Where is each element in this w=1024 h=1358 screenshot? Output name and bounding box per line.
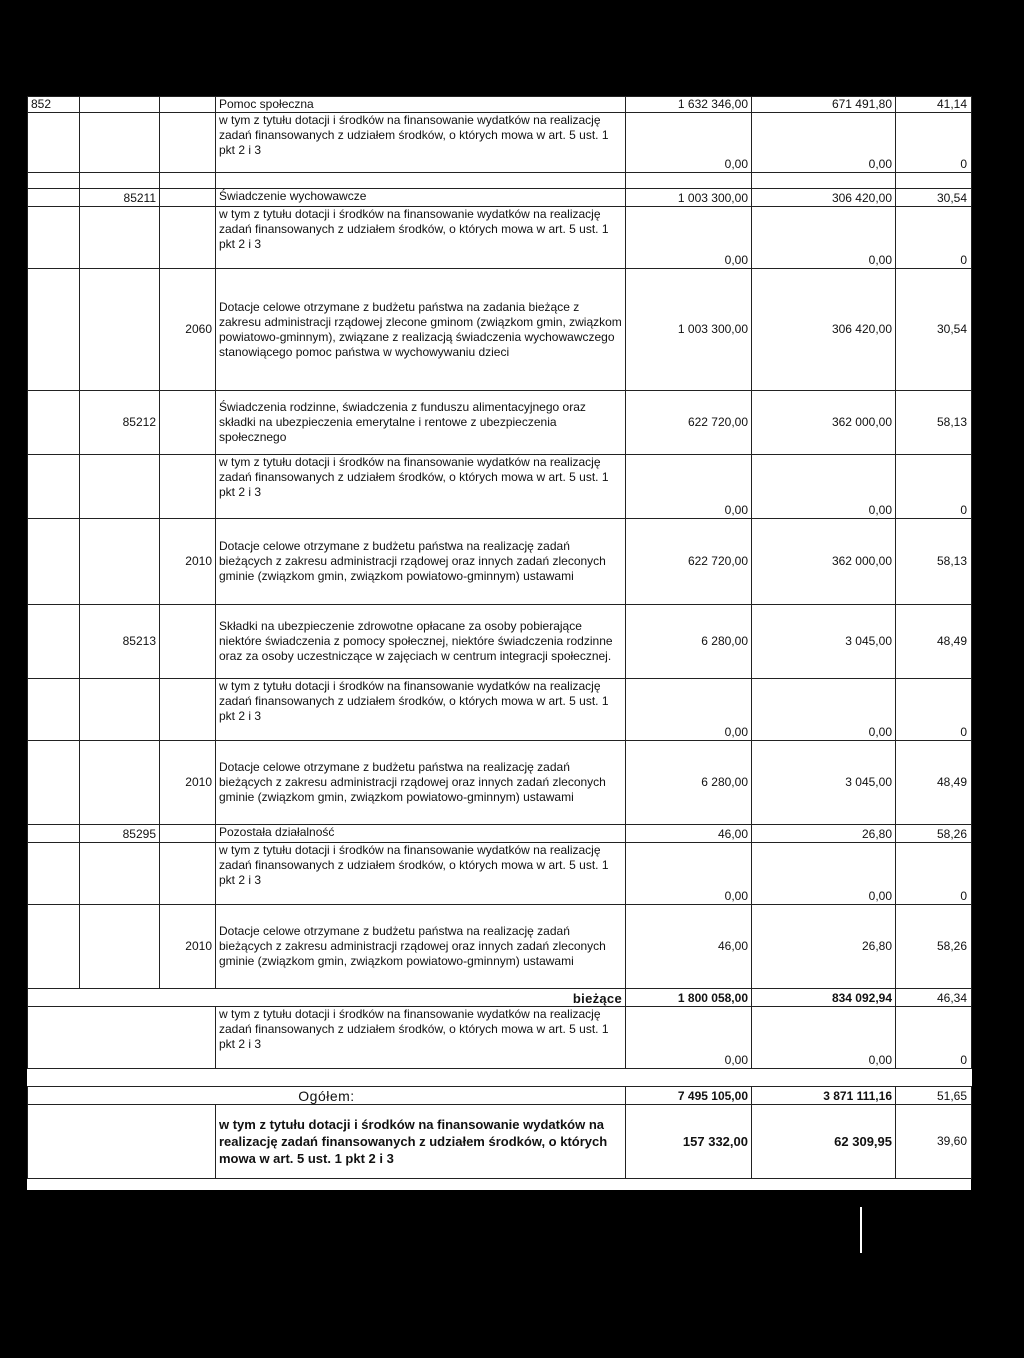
plan-cell: 1 632 346,00 [626,97,752,113]
table-row [28,207,972,269]
table-row [28,989,972,1007]
table-row [28,605,972,679]
percent-cell: 48,49 [896,741,972,825]
plan-cell: 1 003 300,00 [626,189,752,207]
paragraf-cell [160,97,216,113]
execution-cell: 0,00 [752,207,896,269]
execution-cell: 306 420,00 [752,189,896,207]
description-cell: Składki na ubezpieczenie zdrowotne opłacane za osoby pobierające niektóre świadczenia z pomocy społecznej, niektóre świadczenia rodzinne oraz za osoby uczestniczące w zajęciach w centrum integracji społecznej. [216,605,626,679]
table-row [28,189,972,207]
description-cell: Dotacje celowe otrzymane z budżetu państwa na realizację zadań bieżących z zakresu administracji rządowej oraz innych zadań zleconych gminie (związkom gmin, związkom powiatowo-gminnym) ustawami [216,905,626,989]
table-row [28,1105,972,1179]
execution-cell: 26,80 [752,825,896,843]
plan-cell: 0,00 [626,207,752,269]
percent-cell: 41,14 [896,97,972,113]
plan-cell: 0,00 [626,679,752,741]
paragraf-cell: 2010 [160,741,216,825]
description-cell: w tym z tytułu dotacji i środków na finansowanie wydatków na realizację zadań finansowanych z udziałem środków, o których mowa w art. 5 ust. 1 pkt 2 i 3 [216,1105,626,1179]
table-row [28,173,972,189]
percent-cell: 0 [896,679,972,741]
execution-cell: 0,00 [752,843,896,905]
rozdzial-cell: 85211 [80,189,160,207]
paragraf-cell: 2010 [160,519,216,605]
percent-cell: 58,13 [896,391,972,455]
execution-cell: 834 092,94 [752,989,896,1007]
plan-cell: 6 280,00 [626,605,752,679]
table-row [28,269,972,391]
table-row [28,741,972,825]
percent-cell: 30,54 [896,269,972,391]
paragraf-cell: 2010 [160,905,216,989]
execution-cell: 671 491,80 [752,97,896,113]
plan-cell: 0,00 [626,1007,752,1069]
execution-cell: 0,00 [752,455,896,519]
description-cell: w tym z tytułu dotacji i środków na finansowanie wydatków na realizację zadań finansowanych z udziałem środków, o których mowa w art. 5 ust. 1 pkt 2 i 3 [216,843,626,905]
percent-cell: 48,49 [896,605,972,679]
percent-cell: 0 [896,113,972,173]
plan-cell: 7 495 105,00 [626,1087,752,1105]
table-row [28,905,972,989]
execution-cell: 306 420,00 [752,269,896,391]
plan-cell: 0,00 [626,113,752,173]
percent-cell: 0 [896,455,972,519]
description-cell: Świadczenie wychowawcze [216,189,626,207]
plan-cell: 0,00 [626,455,752,519]
description-cell: w tym z tytułu dotacji i środków na finansowanie wydatków na realizację zadań finansowanych z udziałem środków, o których mowa w art. 5 ust. 1 pkt 2 i 3 [216,113,626,173]
percent-cell: 39,60 [896,1105,972,1179]
percent-cell: 58,13 [896,519,972,605]
percent-cell: 0 [896,843,972,905]
dzial-cell: 852 [28,97,80,113]
execution-cell: 62 309,95 [752,1105,896,1179]
execution-cell: 0,00 [752,679,896,741]
rozdzial-cell [80,97,160,113]
table-row [28,1087,972,1105]
paragraf-cell: 2060 [160,269,216,391]
table-row [28,97,972,113]
percent-cell: 30,54 [896,189,972,207]
description-cell: Świadczenia rodzinne, świadczenia z funduszu alimentacyjnego oraz składki na ubezpieczenia emerytalne i rentowe z ubezpieczenia społecznego [216,391,626,455]
rozdzial-cell: 85295 [80,825,160,843]
description-cell: Pomoc społeczna [216,97,626,113]
percent-cell: 0 [896,207,972,269]
plan-cell: 157 332,00 [626,1105,752,1179]
scan-mark [860,1207,862,1253]
plan-cell: 46,00 [626,905,752,989]
plan-cell: 1 800 058,00 [626,989,752,1007]
execution-cell: 0,00 [752,1007,896,1069]
description-cell: Dotacje celowe otrzymane z budżetu państwa na realizację zadań bieżących z zakresu administracji rządowej oraz innych zadań zleconych gminie (związkom gmin, związkom powiatowo-gminnym) ustawami [216,741,626,825]
execution-cell: 0,00 [752,113,896,173]
percent-cell: 0 [896,1007,972,1069]
table-row [28,1069,972,1087]
plan-cell: 622 720,00 [626,519,752,605]
percent-cell: 58,26 [896,905,972,989]
biezace-label: bieżące [28,989,626,1007]
table-row [28,825,972,843]
execution-cell: 3 045,00 [752,741,896,825]
table-row [28,679,972,741]
description-cell: w tym z tytułu dotacji i środków na finansowanie wydatków na realizację zadań finansowanych z udziałem środków, o których mowa w art. 5 ust. 1 pkt 2 i 3 [216,455,626,519]
execution-cell: 3 871 111,16 [752,1087,896,1105]
percent-cell: 58,26 [896,825,972,843]
description-cell: w tym z tytułu dotacji i środków na finansowanie wydatków na realizację zadań finansowanych z udziałem środków, o których mowa w art. 5 ust. 1 pkt 2 i 3 [216,207,626,269]
ogolem-label: Ogółem: [28,1087,626,1105]
execution-cell: 3 045,00 [752,605,896,679]
rozdzial-cell: 85213 [80,605,160,679]
table-row [28,391,972,455]
description-cell: w tym z tytułu dotacji i środków na finansowanie wydatków na realizację zadań finansowanych z udziałem środków, o których mowa w art. 5 ust. 1 pkt 2 i 3 [216,1007,626,1069]
plan-cell: 46,00 [626,825,752,843]
table-row [28,1007,972,1069]
table-row [28,455,972,519]
plan-cell: 1 003 300,00 [626,269,752,391]
description-cell: Dotacje celowe otrzymane z budżetu państwa na zadania bieżące z zakresu administracji rządowej zlecone gminom (związkom gmin, związkom powiatowo-gminnym), związane z realizacją świadczenia wychowawczego stanowiącego pomoc państwa w wychowywaniu dzieci [216,269,626,391]
rozdzial-cell: 85212 [80,391,160,455]
plan-cell: 6 280,00 [626,741,752,825]
table-row [28,843,972,905]
description-cell: Pozostała działalność [216,825,626,843]
execution-cell: 362 000,00 [752,391,896,455]
percent-cell: 46,34 [896,989,972,1007]
execution-cell: 26,80 [752,905,896,989]
budget-table [27,96,972,1179]
plan-cell: 0,00 [626,843,752,905]
description-cell: Dotacje celowe otrzymane z budżetu państwa na realizację zadań bieżących z zakresu administracji rządowej oraz innych zadań zleconych gminie (związkom gmin, związkom powiatowo-gminnym) ustawami [216,519,626,605]
description-cell: w tym z tytułu dotacji i środków na finansowanie wydatków na realizację zadań finansowanych z udziałem środków, o których mowa w art. 5 ust. 1 pkt 2 i 3 [216,679,626,741]
table-row [28,519,972,605]
percent-cell: 51,65 [896,1087,972,1105]
table-row [28,113,972,173]
plan-cell: 622 720,00 [626,391,752,455]
execution-cell: 362 000,00 [752,519,896,605]
